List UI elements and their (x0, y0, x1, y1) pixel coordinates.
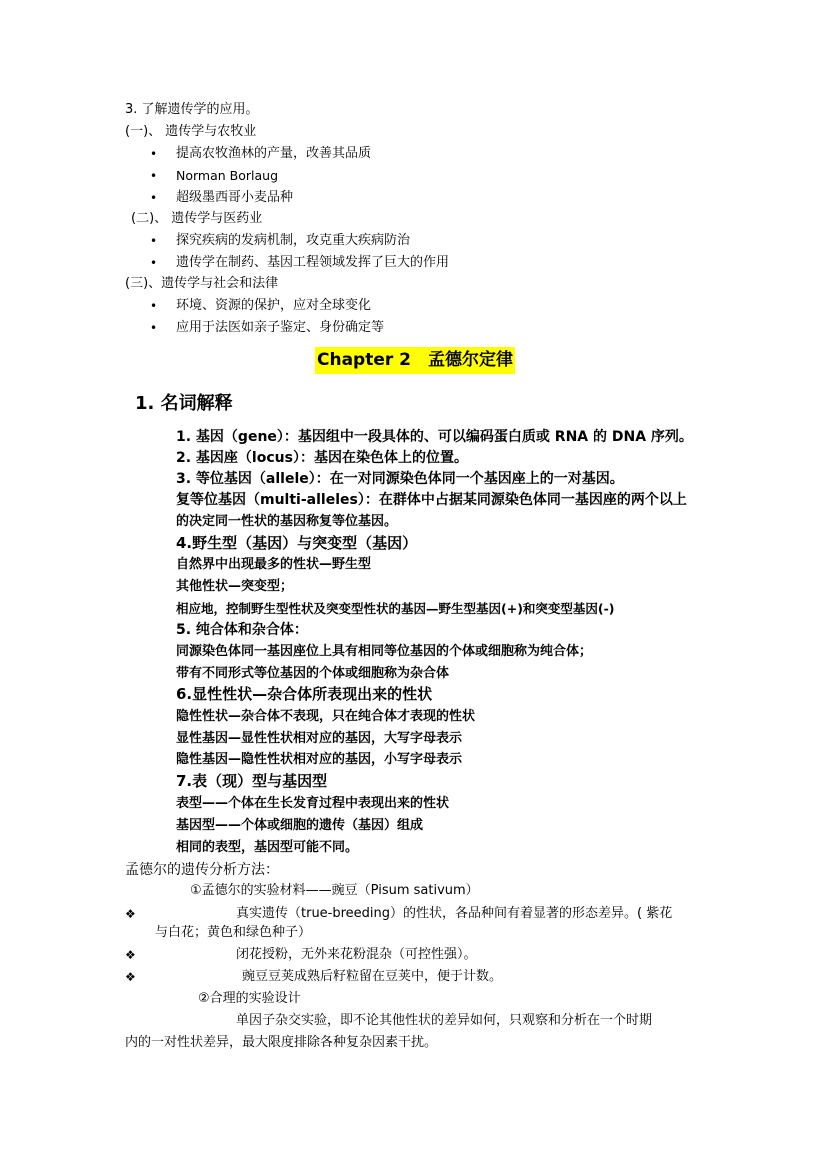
list-item: Norman Borlaug (176, 168, 279, 183)
term-line: 复等位基因（multi-alleles）：在群体中占据某同源染色体同一基因座的两个以上 (176, 492, 687, 508)
terms-heading: 1. 名词解释 (135, 393, 233, 414)
subsection-heading: (二)、 遗传学与医药业 (131, 211, 263, 226)
bullet-icon: • (150, 234, 158, 248)
term-line: 4.野生型（基因）与突变型（基因） (176, 534, 418, 552)
term-line: 3. 等位基因（allele）：在一对同源染色体同一个基因座上的一对基因。 (176, 471, 624, 487)
material-line: ①孟德尔的实验材料——豌豆（Pisum sativum） (190, 883, 479, 898)
term-line: 5. 纯合体和杂合体： (176, 622, 308, 638)
term-line: 相同的表型，基因型可能不同。 (176, 840, 359, 855)
design-heading: ②合理的实验设计 (198, 991, 301, 1006)
subsection-heading: (三)、遗传学与社会和法律 (125, 276, 279, 291)
term-line: 同源染色体同一基因座位上具有相同等位基因的个体或细胞称为纯合体； (176, 644, 593, 659)
list-item: 超级墨西哥小麦品种 (176, 190, 294, 205)
method-heading: 孟德尔的遗传分析方法： (125, 862, 279, 878)
subsection-heading: (一)、 遗传学与农牧业 (125, 124, 257, 139)
term-line: 显性基因—显性性状相对应的基因，大写字母表示 (176, 731, 463, 746)
bullet-icon: • (150, 147, 158, 161)
list-item: 探究疾病的发病机制，攻克重大疾病防治 (176, 233, 411, 248)
section-heading: 3. 了解遗传学的应用。 (125, 102, 259, 117)
point-line-continued: 与白花；黄色和绿色种子） (155, 925, 312, 940)
term-line: 基因型——个体或细胞的遗传（基因）组成 (176, 818, 424, 833)
chapter-title: Chapter 2 孟德尔定律 (315, 347, 515, 374)
bullet-icon: • (150, 169, 158, 183)
term-line: 自然界中出现最多的性状—野生型 (176, 557, 372, 572)
term-line: 7.表（现）型与基因型 (176, 772, 328, 790)
term-line: 相应地，控制野生型性状及突变型性状的基因—野生型基因(+)和突变型基因(-) (176, 601, 615, 616)
bullet-icon: • (150, 321, 158, 335)
diamond-bullet-icon: ❖ (125, 907, 136, 921)
bullet-icon: • (150, 191, 158, 205)
term-line: 隐性性状—杂合体不表现，只在纯合体才表现的性状 (176, 709, 476, 724)
term-line: 6.显性性状—杂合体所表现出来的性状 (176, 685, 433, 703)
point-line: 真实遗传（true-breeding）的性状，各品种间有着显著的形态差异。( 紫花 (236, 906, 673, 921)
term-line: 1. 基因（gene）：基因组中一段具体的、可以编码蛋白质或 RNA 的 DNA 序列。 (176, 429, 693, 445)
term-line: 带有不同形式等位基因的个体或细胞称为杂合体 (176, 666, 450, 681)
diamond-bullet-icon: ❖ (125, 970, 136, 984)
design-line: 单因子杂交实验，即不论其他性状的差异如何，只观察和分析在一个时期 (236, 1013, 653, 1028)
list-item: 应用于法医如亲子鉴定、身份确定等 (176, 320, 385, 335)
bullet-icon: • (150, 256, 158, 270)
term-line: 隐性基因—隐性性状相对应的基因，小写字母表示 (176, 752, 463, 767)
point-line: 豌豆豆荚成熟后籽粒留在豆荚中，便于计数。 (242, 969, 503, 984)
list-item: 环境、资源的保护，应对全球变化 (176, 298, 372, 313)
term-line: 其他性状—突变型； (176, 579, 294, 594)
bullet-icon: • (150, 299, 158, 313)
term-line: 的决定同一性状的基因称复等位基因。 (176, 514, 398, 529)
point-line: 闭花授粉，无外来花粉混杂（可控性强）。 (236, 947, 477, 962)
list-item: 遗传学在制药、基因工程领域发挥了巨大的作用 (176, 255, 450, 270)
list-item: 提高农牧渔林的产量，改善其品质 (176, 146, 372, 161)
term-line: 2. 基因座（locus）：基因在染色体上的位置。 (176, 450, 468, 466)
diamond-bullet-icon: ❖ (125, 948, 136, 962)
design-line-continued: 内的一对性状差异，最大限度排除各种复杂因素干扰。 (125, 1035, 438, 1050)
term-line: 表型——个体在生长发育过程中表现出来的性状 (176, 796, 450, 811)
